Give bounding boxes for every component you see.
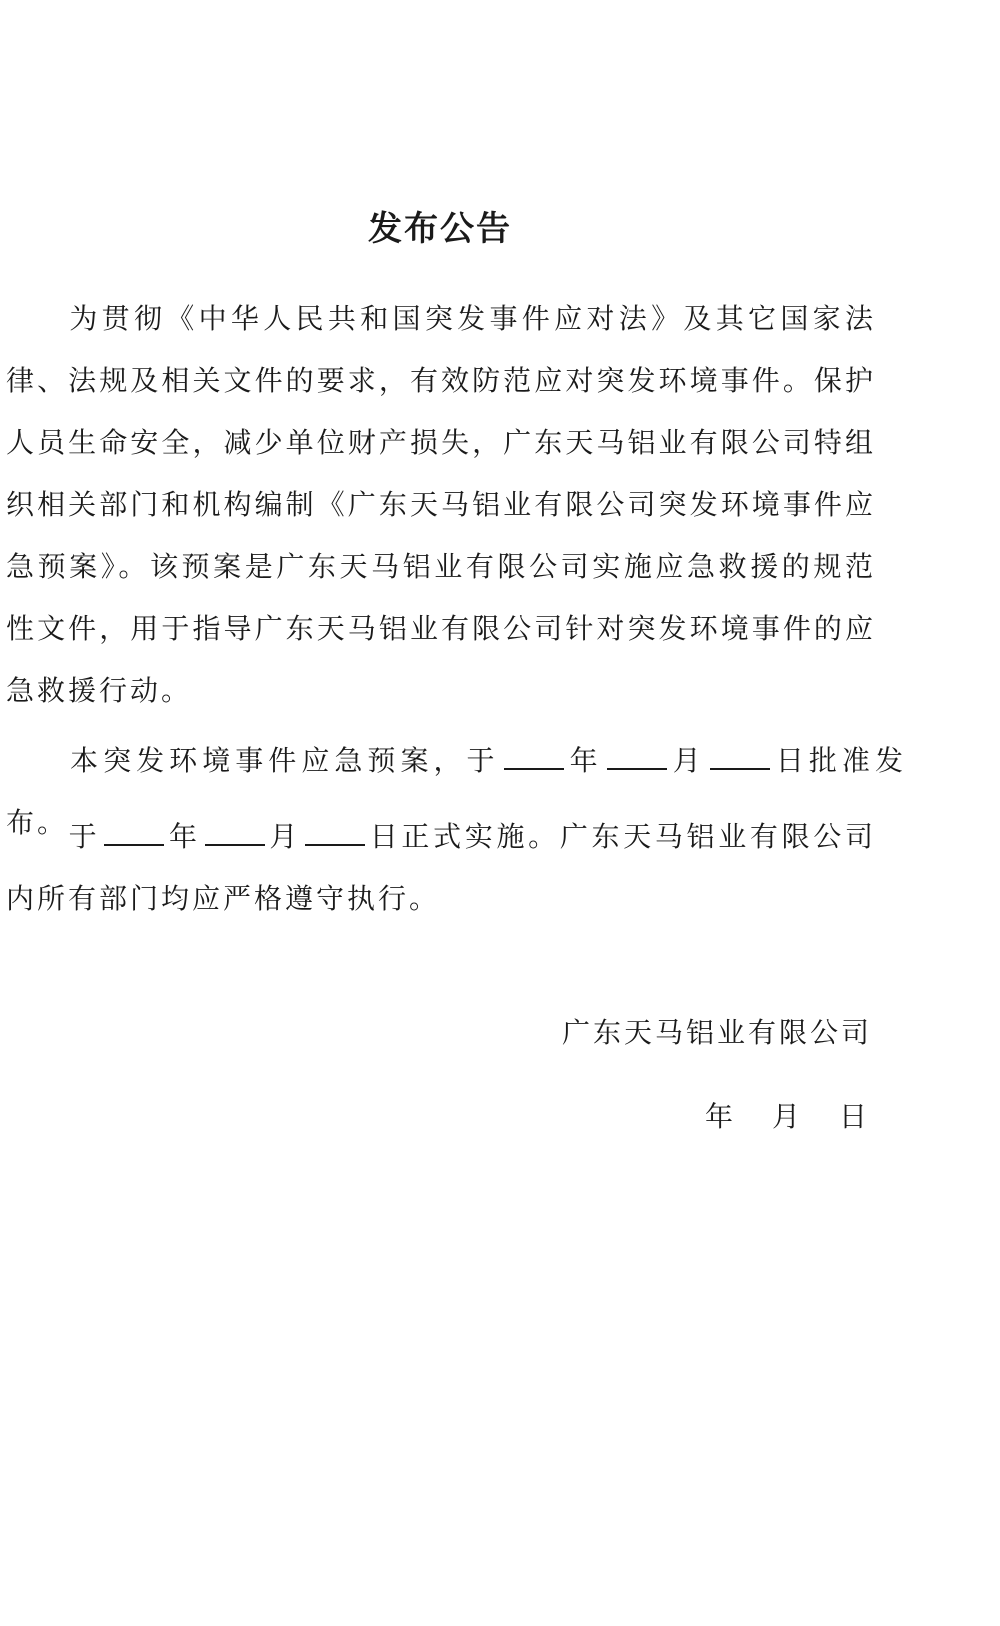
month-blank: [205, 820, 265, 846]
signature-company: 广东天马铝业有限公司: [561, 1016, 872, 1049]
approval-year-label: 年: [567, 744, 603, 777]
approval-month-label: 月: [670, 744, 706, 777]
approval-suffix: 日批准发布。: [6, 744, 906, 839]
year-blank: [104, 820, 164, 846]
implementation-year-label: 年: [168, 820, 201, 853]
day-blank: [305, 820, 365, 846]
signature-date: [705, 1100, 870, 1134]
implementation-prefix: 于: [68, 820, 101, 853]
announcement-paragraph-text: 为贯彻《中华人民共和国突发事件应对法》及其它国家法律、法规及相关文件的要求，有效防范应对突发环境事件。保护人员生命安全，减少单位财产损失，广东天马铝业有限公司特组织相关部门和机构编制《广东天马铝业有限公司突发环境事件应急预案》。该预案是广东天马铝业有限公司实施应急救援的规范性文件，用于指导广东天马铝业有限公司针对突发环境事件的应急救援行动。: [6, 302, 876, 707]
implementation-paragraph: [6, 806, 876, 930]
signature-month: 月: [771, 1100, 803, 1133]
month-blank: [607, 744, 667, 770]
page-title: 发布公告: [368, 209, 512, 249]
signature-day: 日: [838, 1100, 870, 1133]
signature-year: 年: [704, 1100, 736, 1133]
approval-prefix: 本突发环境事件应急预案，于: [68, 744, 500, 777]
implementation-suffix: 日正式实施。广东天马铝业有限公司内所有部门均应严格遵守执行。: [6, 820, 876, 915]
implementation-month-label: 月: [268, 820, 302, 853]
announcement-paragraph: [6, 288, 876, 722]
day-blank: [710, 744, 770, 770]
year-blank: [504, 744, 564, 770]
